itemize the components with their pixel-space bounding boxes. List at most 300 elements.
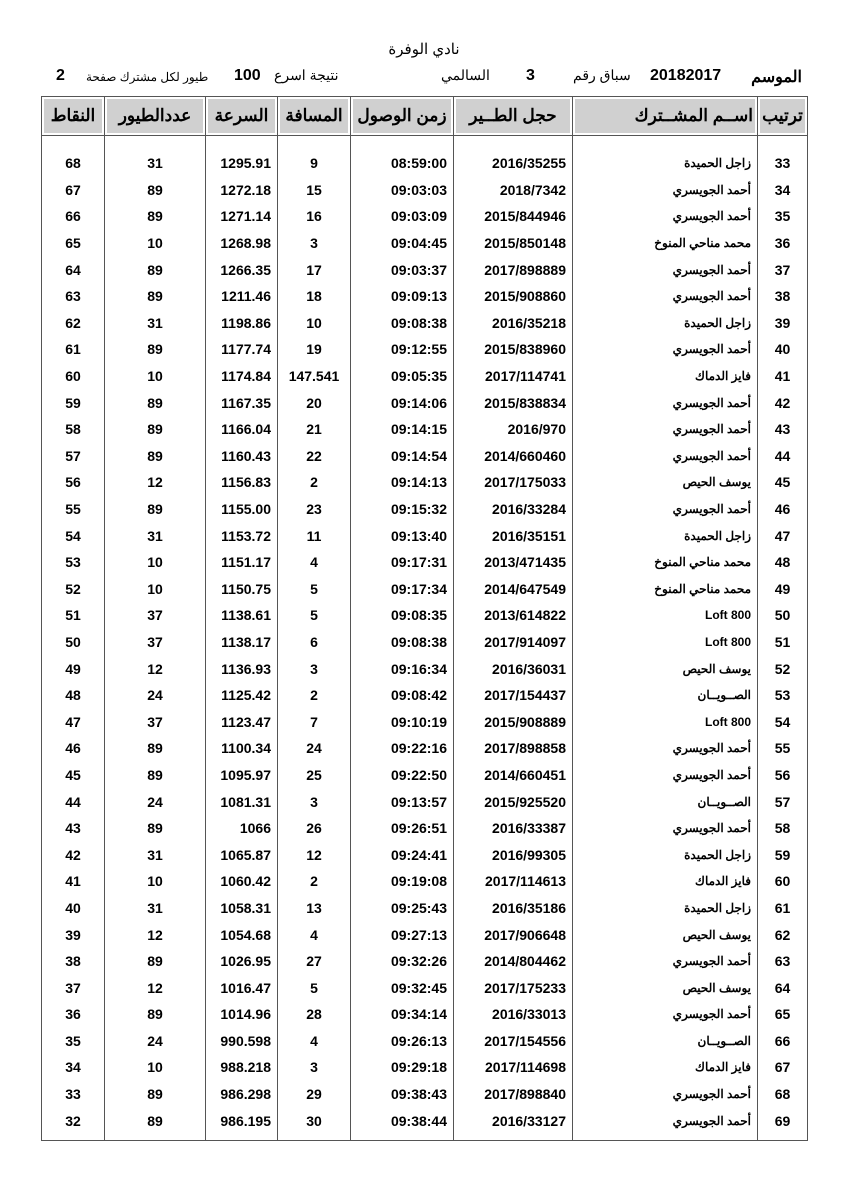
cell-points: 64 [42,256,105,283]
cell-distance: 19 [278,336,351,363]
cell-rank: 52 [758,655,808,682]
table-row [42,655,808,682]
cell-birds: 89 [105,1107,206,1140]
table-row [42,841,808,868]
cell-rank: 57 [758,788,808,815]
cell-distance: 6 [278,629,351,656]
cell-distance: 12 [278,841,351,868]
cell-name: الصــويــان [573,1028,758,1055]
cell-ring: 2017/175233 [454,974,573,1001]
cell-distance: 5 [278,974,351,1001]
cell-name: الصــويــان [573,788,758,815]
cell-speed: 1166.04 [206,416,278,443]
cell-speed: 1295.91 [206,136,278,177]
table-row [42,416,808,443]
cell-points: 67 [42,177,105,204]
cell-rank: 58 [758,815,808,842]
cell-speed: 1100.34 [206,735,278,762]
cell-rank: 66 [758,1028,808,1055]
cell-rank: 46 [758,496,808,523]
cell-speed: 1272.18 [206,177,278,204]
cell-points: 43 [42,815,105,842]
cell-name: فايز الدماك [573,1054,758,1081]
cell-time: 09:14:15 [351,416,454,443]
cell-distance: 3 [278,230,351,257]
cell-birds: 12 [105,655,206,682]
cell-time: 09:34:14 [351,1001,454,1028]
cell-speed: 1016.47 [206,974,278,1001]
table-row [42,948,808,975]
cell-points: 41 [42,868,105,895]
cell-points: 66 [42,203,105,230]
cell-ring: 2014/647549 [454,576,573,603]
cell-time: 09:08:35 [351,602,454,629]
cell-ring: 2015/838834 [454,389,573,416]
cell-points: 58 [42,416,105,443]
cell-speed: 1177.74 [206,336,278,363]
cell-time: 09:14:13 [351,469,454,496]
table-row [42,389,808,416]
cell-speed: 1211.46 [206,283,278,310]
cell-time: 09:38:44 [351,1107,454,1140]
cell-time: 09:08:42 [351,682,454,709]
cell-ring: 2016/35218 [454,310,573,337]
cell-time: 09:13:40 [351,522,454,549]
cell-birds: 24 [105,682,206,709]
table-row [42,868,808,895]
cell-points: 32 [42,1107,105,1140]
table-row [42,895,808,922]
cell-birds: 89 [105,336,206,363]
cell-name: أحمد الجويسري [573,283,758,310]
cell-points: 62 [42,310,105,337]
cell-birds: 89 [105,815,206,842]
cell-distance: 18 [278,283,351,310]
col-rank: ترتيب [758,97,808,136]
table-row [42,203,808,230]
table-row [42,735,808,762]
cell-birds: 31 [105,522,206,549]
cell-birds: 89 [105,496,206,523]
col-speed: السرعة [206,97,278,136]
table-row [42,629,808,656]
cell-birds: 89 [105,762,206,789]
cell-name: يوسف الحيص [573,655,758,682]
cell-time: 09:08:38 [351,629,454,656]
cell-rank: 69 [758,1107,808,1140]
cell-name: يوسف الحيص [573,921,758,948]
cell-ring: 2017/175033 [454,469,573,496]
cell-ring: 2015/908889 [454,708,573,735]
page-number: 2 [56,67,65,84]
cell-speed: 1125.42 [206,682,278,709]
cell-distance: 13 [278,895,351,922]
col-name: اســم المشــترك [573,97,758,136]
table-row [42,283,808,310]
cell-distance: 2 [278,469,351,496]
cell-speed: 1155.00 [206,496,278,523]
cell-distance: 4 [278,1028,351,1055]
table-row [42,1081,808,1108]
table-row [42,1054,808,1081]
cell-points: 50 [42,629,105,656]
cell-birds: 89 [105,389,206,416]
cell-name: يوسف الحيص [573,974,758,1001]
cell-speed: 1058.31 [206,895,278,922]
cell-speed: 1271.14 [206,203,278,230]
cell-name: زاجل الحميدة [573,841,758,868]
cell-speed: 1060.42 [206,868,278,895]
table-row [42,682,808,709]
season-value: 20182017 [650,67,722,84]
cell-ring: 2017/914097 [454,629,573,656]
cell-name: زاجل الحميدة [573,310,758,337]
cell-ring: 2016/99305 [454,841,573,868]
cell-ring: 2016/33127 [454,1107,573,1140]
cell-speed: 1081.31 [206,788,278,815]
cell-birds: 12 [105,921,206,948]
cell-name: أحمد الجويسري [573,1001,758,1028]
cell-birds: 31 [105,841,206,868]
cell-points: 51 [42,602,105,629]
cell-ring: 2014/660451 [454,762,573,789]
cell-speed: 1065.87 [206,841,278,868]
cell-time: 09:17:31 [351,549,454,576]
cell-time: 09:38:43 [351,1081,454,1108]
race-label: سباق رقم [573,67,631,83]
cell-distance: 10 [278,310,351,337]
cell-name: أحمد الجويسري [573,735,758,762]
cell-birds: 37 [105,629,206,656]
cell-rank: 49 [758,576,808,603]
table-row [42,336,808,363]
results-table [41,96,808,1141]
cell-distance: 3 [278,788,351,815]
cell-name: فايز الدماك [573,363,758,390]
cell-birds: 89 [105,1081,206,1108]
cell-speed: 1266.35 [206,256,278,283]
cell-name: أحمد الجويسري [573,496,758,523]
cell-time: 09:22:16 [351,735,454,762]
cell-speed: 1138.61 [206,602,278,629]
cell-points: 37 [42,974,105,1001]
cell-points: 39 [42,921,105,948]
cell-name: Loft 800 [573,629,758,656]
cell-points: 59 [42,389,105,416]
cell-ring: 2013/614822 [454,602,573,629]
cell-ring: 2015/844946 [454,203,573,230]
cell-time: 09:19:08 [351,868,454,895]
cell-name: أحمد الجويسري [573,1107,758,1140]
cell-birds: 10 [105,549,206,576]
cell-ring: 2017/898858 [454,735,573,762]
cell-ring: 2014/660460 [454,443,573,470]
table-row [42,921,808,948]
cell-rank: 48 [758,549,808,576]
cell-birds: 10 [105,1054,206,1081]
cell-time: 09:16:34 [351,655,454,682]
club-title: نادي الوفرة [388,41,460,58]
cell-points: 40 [42,895,105,922]
cell-points: 47 [42,708,105,735]
cell-rank: 54 [758,708,808,735]
table-row [42,256,808,283]
cell-points: 55 [42,496,105,523]
table-row [42,815,808,842]
cell-name: أحمد الجويسري [573,443,758,470]
table-row [42,576,808,603]
cell-rank: 36 [758,230,808,257]
cell-time: 09:09:13 [351,283,454,310]
cell-rank: 55 [758,735,808,762]
cell-time: 09:26:51 [351,815,454,842]
cell-name: أحمد الجويسري [573,336,758,363]
cell-time: 09:04:45 [351,230,454,257]
cell-points: 68 [42,136,105,177]
cell-points: 63 [42,283,105,310]
cell-distance: 22 [278,443,351,470]
cell-distance: 3 [278,655,351,682]
cell-points: 34 [42,1054,105,1081]
col-ring: حجل الطــير [454,97,573,136]
cell-points: 42 [42,841,105,868]
table-row [42,469,808,496]
cell-speed: 1198.86 [206,310,278,337]
cell-rank: 39 [758,310,808,337]
cell-ring: 2016/33284 [454,496,573,523]
cell-birds: 89 [105,416,206,443]
cell-ring: 2017/114741 [454,363,573,390]
cell-ring: 2015/908860 [454,283,573,310]
cell-rank: 38 [758,283,808,310]
cell-rank: 53 [758,682,808,709]
cell-ring: 2016/33013 [454,1001,573,1028]
cell-ring: 2015/850148 [454,230,573,257]
table-row [42,762,808,789]
table-row [42,363,808,390]
cell-ring: 2015/838960 [454,336,573,363]
cell-birds: 89 [105,735,206,762]
cell-birds: 89 [105,283,206,310]
cell-ring: 2017/906648 [454,921,573,948]
cell-rank: 44 [758,443,808,470]
cell-time: 09:25:43 [351,895,454,922]
cell-rank: 59 [758,841,808,868]
col-time: زمن الوصول [351,97,454,136]
cell-speed: 1160.43 [206,443,278,470]
cell-distance: 30 [278,1107,351,1140]
cell-ring: 2016/36031 [454,655,573,682]
cell-time: 09:24:41 [351,841,454,868]
cell-birds: 31 [105,895,206,922]
table-row [42,1001,808,1028]
cell-points: 48 [42,682,105,709]
cell-points: 49 [42,655,105,682]
cell-rank: 60 [758,868,808,895]
cell-time: 09:13:57 [351,788,454,815]
cell-time: 09:17:34 [351,576,454,603]
cell-birds: 12 [105,469,206,496]
cell-ring: 2017/154437 [454,682,573,709]
cell-speed: 1054.68 [206,921,278,948]
cell-rank: 62 [758,921,808,948]
table-row [42,788,808,815]
cell-points: 33 [42,1081,105,1108]
cell-time: 09:12:55 [351,336,454,363]
cell-ring: 2016/33387 [454,815,573,842]
cell-name: أحمد الجويسري [573,416,758,443]
cell-speed: 1066 [206,815,278,842]
cell-name: أحمد الجويسري [573,1081,758,1108]
cell-distance: 28 [278,1001,351,1028]
cell-name: محمد مناحي المنوخ [573,576,758,603]
cell-time: 09:05:35 [351,363,454,390]
cell-ring: 2016/35186 [454,895,573,922]
cell-birds: 10 [105,363,206,390]
cell-speed: 1150.75 [206,576,278,603]
col-distance: المسافة [278,97,351,136]
cell-rank: 50 [758,602,808,629]
cell-birds: 89 [105,177,206,204]
table-row [42,136,808,177]
cell-points: 36 [42,1001,105,1028]
table-row [42,522,808,549]
per-member-label: طيور لكل مشترك صفحة [86,70,209,84]
cell-distance: 15 [278,177,351,204]
cell-birds: 89 [105,443,206,470]
header-row [42,97,808,136]
cell-ring: 2013/471435 [454,549,573,576]
cell-speed: 1174.84 [206,363,278,390]
cell-name: زاجل الحميدة [573,522,758,549]
table-row [42,443,808,470]
cell-rank: 40 [758,336,808,363]
table-row [42,549,808,576]
cell-speed: 1268.98 [206,230,278,257]
cell-distance: 26 [278,815,351,842]
cell-distance: 23 [278,496,351,523]
cell-distance: 29 [278,1081,351,1108]
cell-birds: 89 [105,948,206,975]
cell-time: 09:14:54 [351,443,454,470]
cell-time: 09:22:50 [351,762,454,789]
cell-distance: 21 [278,416,351,443]
col-points: النقاط [42,97,105,136]
cell-name: Loft 800 [573,602,758,629]
cell-name: يوسف الحيص [573,469,758,496]
cell-ring: 2017/114698 [454,1054,573,1081]
cell-name: أحمد الجويسري [573,948,758,975]
col-birds: عددالطيور [105,97,206,136]
cell-points: 46 [42,735,105,762]
cell-rank: 33 [758,136,808,177]
cell-time: 09:29:18 [351,1054,454,1081]
cell-distance: 24 [278,735,351,762]
cell-speed: 986.195 [206,1107,278,1140]
cell-birds: 10 [105,230,206,257]
cell-rank: 45 [758,469,808,496]
cell-distance: 16 [278,203,351,230]
table-row [42,230,808,257]
cell-points: 57 [42,443,105,470]
cell-rank: 64 [758,974,808,1001]
cell-time: 09:10:19 [351,708,454,735]
cell-name: زاجل الحميدة [573,136,758,177]
cell-distance: 4 [278,549,351,576]
cell-time: 09:03:09 [351,203,454,230]
cell-ring: 2017/898889 [454,256,573,283]
cell-distance: 27 [278,948,351,975]
cell-name: أحمد الجويسري [573,203,758,230]
cell-birds: 31 [105,310,206,337]
cell-time: 09:08:38 [351,310,454,337]
cell-rank: 67 [758,1054,808,1081]
cell-birds: 37 [105,602,206,629]
cell-birds: 37 [105,708,206,735]
cell-distance: 11 [278,522,351,549]
cell-name: أحمد الجويسري [573,177,758,204]
cell-points: 35 [42,1028,105,1055]
cell-name: محمد مناحي المنوخ [573,230,758,257]
cell-distance: 17 [278,256,351,283]
cell-speed: 1136.93 [206,655,278,682]
cell-time: 09:32:26 [351,948,454,975]
cell-distance: 20 [278,389,351,416]
cell-birds: 10 [105,868,206,895]
cell-time: 09:03:37 [351,256,454,283]
cell-rank: 41 [758,363,808,390]
cell-birds: 10 [105,576,206,603]
cell-distance: 9 [278,136,351,177]
cell-ring: 2016/35151 [454,522,573,549]
cell-speed: 1153.72 [206,522,278,549]
cell-distance: 2 [278,682,351,709]
cell-rank: 47 [758,522,808,549]
cell-speed: 990.598 [206,1028,278,1055]
table-row [42,708,808,735]
table-row [42,1028,808,1055]
cell-rank: 56 [758,762,808,789]
cell-speed: 1123.47 [206,708,278,735]
cell-distance: 5 [278,576,351,603]
cell-rank: 42 [758,389,808,416]
table-row [42,496,808,523]
cell-time: 09:27:13 [351,921,454,948]
cell-distance: 2 [278,868,351,895]
cell-time: 08:59:00 [351,136,454,177]
cell-name: أحمد الجويسري [573,762,758,789]
birds-limit: 100 [234,67,261,84]
cell-birds: 24 [105,788,206,815]
cell-ring: 2016/35255 [454,136,573,177]
race-number: 3 [526,67,535,84]
cell-points: 65 [42,230,105,257]
cell-ring: 2017/154556 [454,1028,573,1055]
cell-name: زاجل الحميدة [573,895,758,922]
cell-time: 09:26:13 [351,1028,454,1055]
cell-speed: 986.298 [206,1081,278,1108]
cell-ring: 2014/804462 [454,948,573,975]
cell-speed: 1167.35 [206,389,278,416]
cell-speed: 1095.97 [206,762,278,789]
cell-ring: 2017/898840 [454,1081,573,1108]
cell-distance: 7 [278,708,351,735]
cell-distance: 5 [278,602,351,629]
cell-name: فايز الدماك [573,868,758,895]
cell-time: 09:32:45 [351,974,454,1001]
cell-distance: 4 [278,921,351,948]
cell-name: محمد مناحي المنوخ [573,549,758,576]
